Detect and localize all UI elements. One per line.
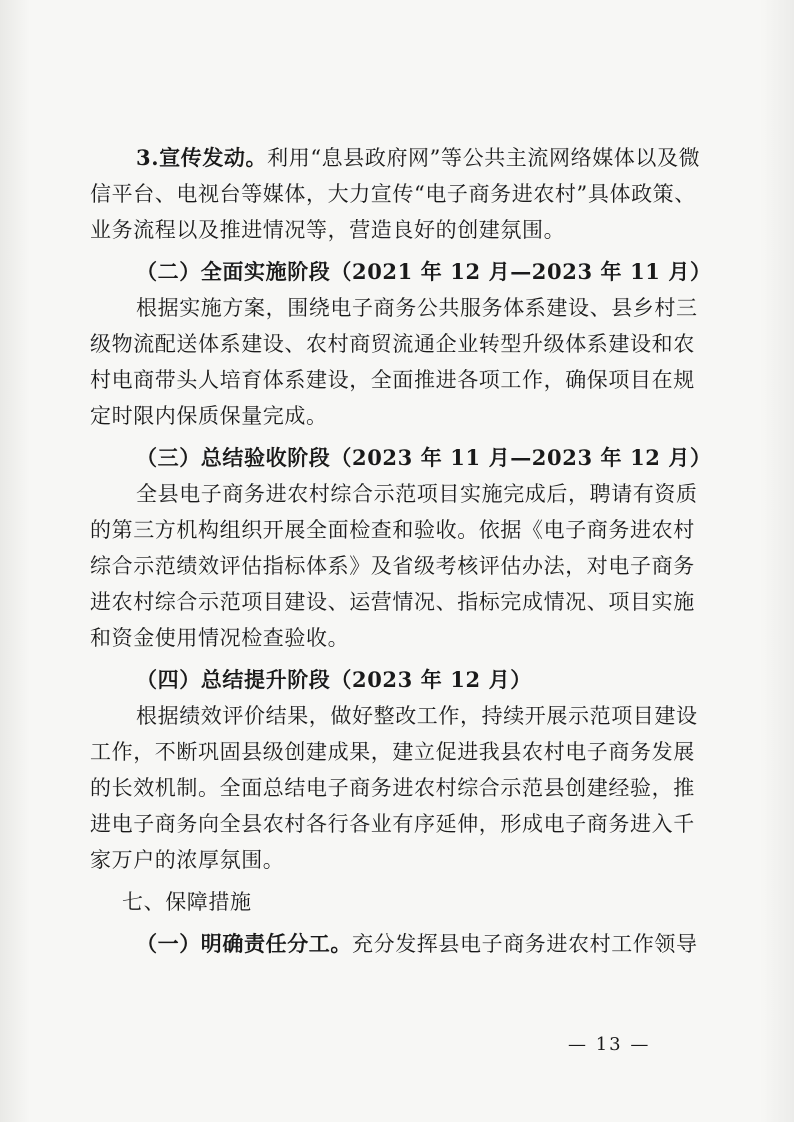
paragraph-line: 进农村综合示范项目建设、运营情况、指标完成情况、项目实施 [90,590,695,614]
page-number: — 13 — [568,1034,651,1055]
paragraph-line: 定时限内保质保量完成。 [90,404,328,428]
paragraph-line: 的第三方机构组织开展全面检查和验收。依据《电子商务进农村 [90,518,695,542]
paragraph-line: 的长效机制。全面总结电子商务进农村综合示范县创建经验，推 [90,776,695,800]
responsibility-text: 充分发挥县电子商务进农村工作领导 [352,932,698,956]
paragraph-line: 业务流程以及推进情况等，营造良好的创建氛围。 [90,218,566,242]
phase2-heading: （二）全面实施阶段（2021 年 12 月—2023 年 11 月） [136,259,712,284]
paragraph-line: 村电商带头人培育体系建设，全面推进各项工作，确保项目在规 [90,368,695,392]
phase3-heading: （三）总结验收阶段（2023 年 11 月—2023 年 12 月） [136,445,712,470]
paragraph-line: 综合示范绩效评估指标体系》及省级考核评估办法，对电子商务 [90,554,695,578]
phase4-heading: （四）总结提升阶段（2023 年 12 月） [136,667,532,692]
paragraph-line: 根据绩效评价结果，做好整改工作，持续开展示范项目建设 [136,704,698,728]
paragraph-line: 级物流配送体系建设、农村商贸流通企业转型升级体系建设和农 [90,332,695,356]
paragraph-line: 工作，不断巩固县级创建成果，建立促进我县农村电子商务发展 [90,740,695,764]
paragraph-line [90,140,701,176]
paragraph-line: 和资金使用情况检查验收。 [90,626,350,650]
section7-heading: 七、保障措施 [122,890,252,914]
propaganda-label: 3.宣传发动。 [136,145,268,170]
paragraph-line: 进电子商务向全县农村各行各业有序延伸，形成电子商务进入千 [90,812,695,836]
responsibility-label: （一）明确责任分工。 [136,931,352,956]
paragraph-line: 家万户的浓厚氛围。 [90,848,285,872]
propaganda-text: 利用“息县政府网”等公共主流网络媒体以及微 [267,146,701,170]
document-body [90,140,712,962]
paragraph-line: 信平台、电视台等媒体，大力宣传“电子商务进农村”具体政策、 [90,182,696,206]
paragraph-line [90,926,698,962]
paragraph-line: 全县电子商务进农村综合示范项目实施完成后，聘请有资质 [136,482,698,506]
paragraph-line: 根据实施方案，围绕电子商务公共服务体系建设、县乡村三 [136,296,698,320]
